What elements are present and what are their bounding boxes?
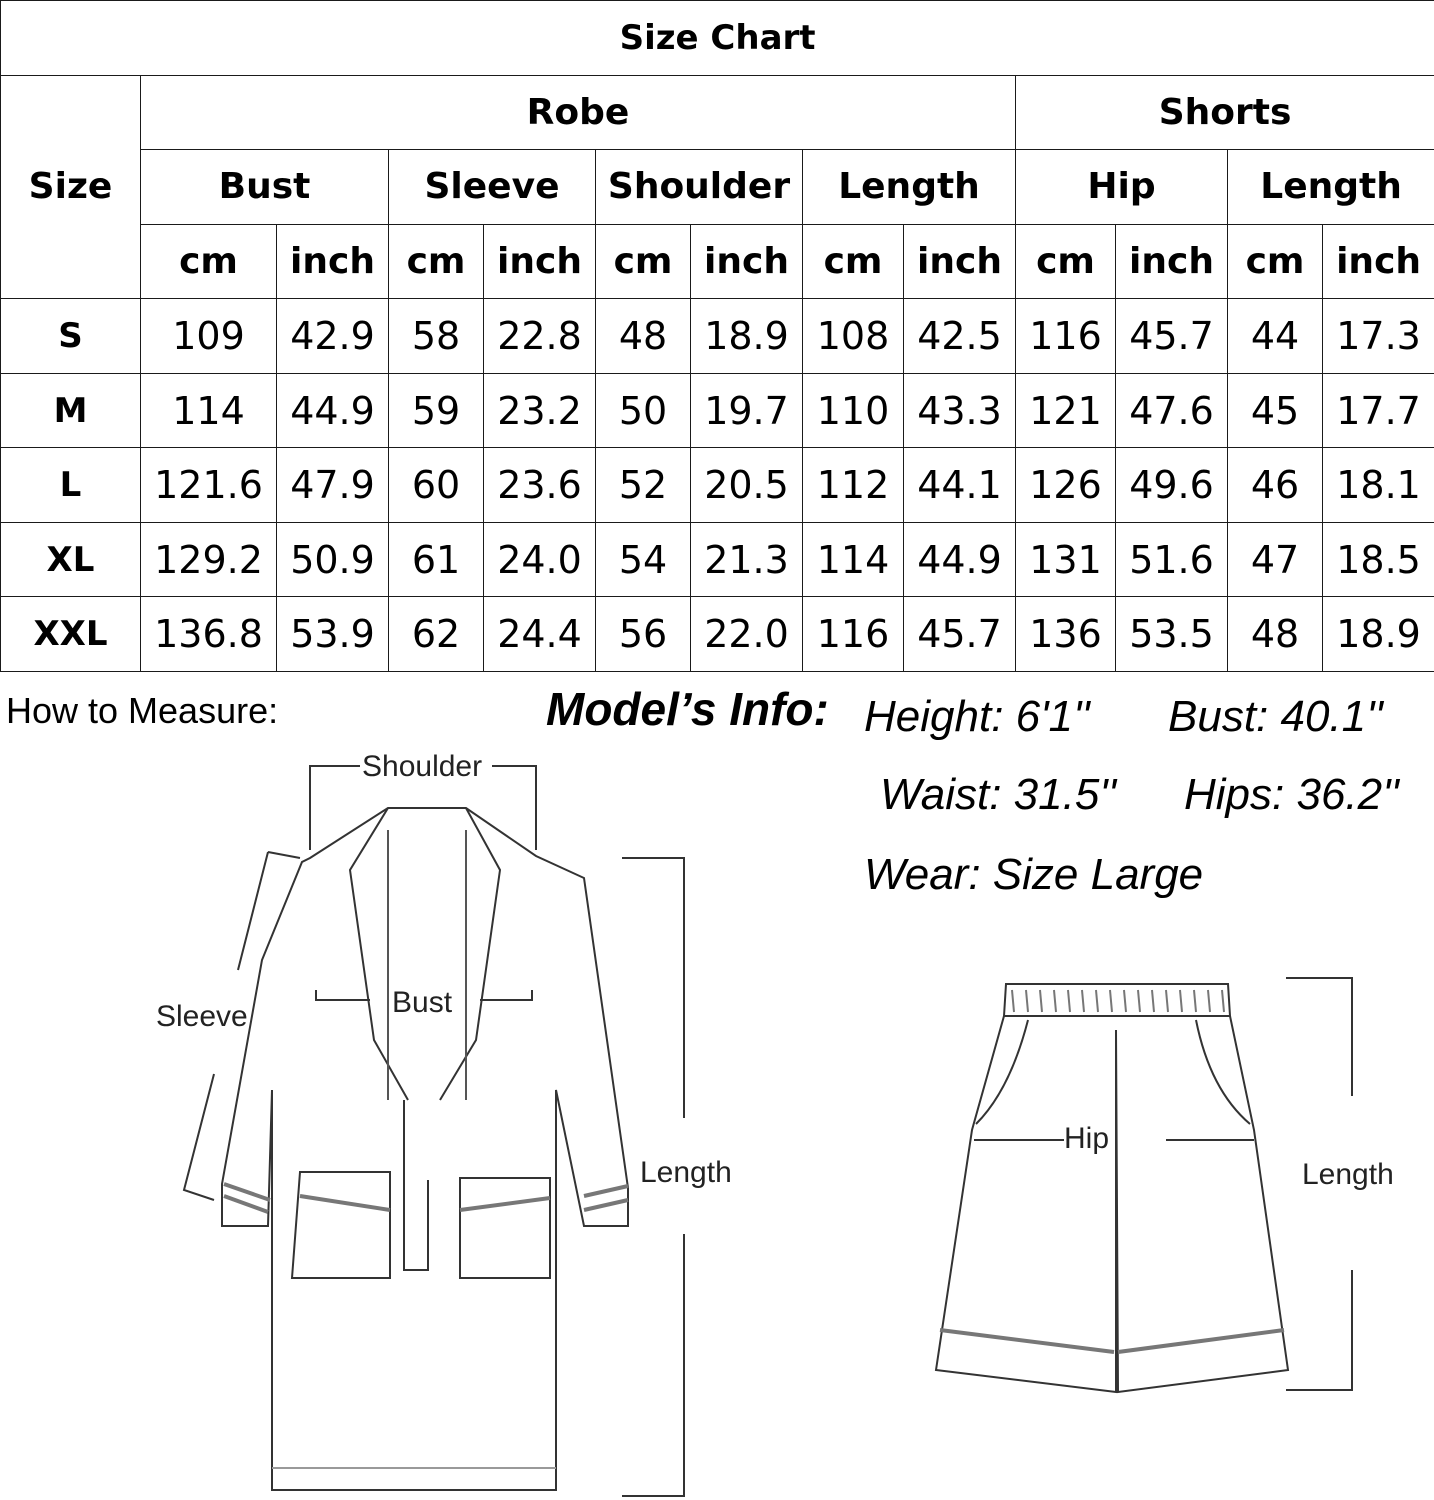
value-cell: 60 [389,448,484,523]
value-cell: 129.2 [141,522,277,597]
model-info-title: Model’s Info: [546,683,829,735]
value-cell: 61 [389,522,484,597]
value-cell: 50 [596,373,691,448]
shorts-length-header: Length [1228,150,1434,225]
value-cell: 44.1 [904,448,1016,523]
value-cell: 23.6 [484,448,596,523]
bust-label: Bust [392,986,453,1019]
value-cell: 48 [1228,597,1323,672]
value-cell: 53.5 [1116,597,1228,672]
unit-header: inch [1116,224,1228,299]
unit-header: cm [141,224,277,299]
model-height: Height: 6'1'' [864,692,1090,741]
value-cell: 62 [389,597,484,672]
size-cell: S [1,299,141,374]
value-cell: 45.7 [1116,299,1228,374]
value-cell: 42.9 [277,299,389,374]
size-cell: XL [1,522,141,597]
sleeve-header: Sleeve [389,150,596,225]
table-title: Size Chart [1,1,1434,76]
value-cell: 22.8 [484,299,596,374]
hip-header: Hip [1016,150,1228,225]
size-cell: XXL [1,597,141,672]
value-cell: 45 [1228,373,1323,448]
value-cell: 109 [141,299,277,374]
value-cell: 24.0 [484,522,596,597]
value-cell: 131 [1016,522,1116,597]
value-cell: 17.3 [1323,299,1434,374]
value-cell: 21.3 [691,522,803,597]
robe-length-label: Length [640,1156,732,1189]
unit-header: inch [691,224,803,299]
unit-header: cm [1228,224,1323,299]
unit-header: inch [484,224,596,299]
shoulder-header: Shoulder [596,150,803,225]
value-cell: 18.1 [1323,448,1434,523]
robe-header: Robe [141,75,1016,150]
value-cell: 116 [1016,299,1116,374]
model-bust: Bust: 40.1'' [1168,692,1383,741]
value-cell: 17.7 [1323,373,1434,448]
value-cell: 46 [1228,448,1323,523]
size-cell: M [1,373,141,448]
value-cell: 49.6 [1116,448,1228,523]
value-cell: 18.5 [1323,522,1434,597]
model-wear: Wear: Size Large [864,850,1204,899]
value-cell: 51.6 [1116,522,1228,597]
model-hips: Hips: 36.2'' [1184,770,1399,819]
value-cell: 45.7 [904,597,1016,672]
value-cell: 121 [1016,373,1116,448]
value-cell: 22.0 [691,597,803,672]
sleeve-label: Sleeve [156,1000,248,1033]
size-cell: L [1,448,141,523]
bust-header: Bust [141,150,389,225]
value-cell: 112 [803,448,904,523]
value-cell: 44 [1228,299,1323,374]
value-cell: 50.9 [277,522,389,597]
value-cell: 19.7 [691,373,803,448]
value-cell: 47.9 [277,448,389,523]
value-cell: 18.9 [691,299,803,374]
value-cell: 48 [596,299,691,374]
shorts-diagram [936,978,1352,1392]
value-cell: 44.9 [904,522,1016,597]
shoulder-label: Shoulder [362,750,483,783]
value-cell: 59 [389,373,484,448]
shorts-length-label: Length [1302,1158,1394,1191]
value-cell: 47.6 [1116,373,1228,448]
value-cell: 24.4 [484,597,596,672]
unit-header: inch [1323,224,1434,299]
value-cell: 121.6 [141,448,277,523]
model-waist: Waist: 31.5'' [880,770,1117,819]
value-cell: 58 [389,299,484,374]
value-cell: 44.9 [277,373,389,448]
value-cell: 43.3 [904,373,1016,448]
unit-header: cm [596,224,691,299]
unit-header: cm [803,224,904,299]
value-cell: 116 [803,597,904,672]
robe-diagram [184,766,684,1496]
value-cell: 114 [141,373,277,448]
value-cell: 114 [803,522,904,597]
value-cell: 56 [596,597,691,672]
hip-label: Hip [1064,1122,1110,1155]
how-to-measure-label: How to Measure: [6,690,279,731]
unit-header: cm [389,224,484,299]
robe-length-header: Length [803,150,1016,225]
value-cell: 52 [596,448,691,523]
value-cell: 47 [1228,522,1323,597]
value-cell: 53.9 [277,597,389,672]
value-cell: 42.5 [904,299,1016,374]
value-cell: 20.5 [691,448,803,523]
value-cell: 126 [1016,448,1116,523]
unit-header: cm [1016,224,1116,299]
size-header: Size [1,75,141,299]
value-cell: 136 [1016,597,1116,672]
value-cell: 136.8 [141,597,277,672]
value-cell: 23.2 [484,373,596,448]
unit-header: inch [904,224,1016,299]
value-cell: 18.9 [1323,597,1434,672]
value-cell: 108 [803,299,904,374]
value-cell: 110 [803,373,904,448]
shorts-header: Shorts [1016,75,1434,150]
value-cell: 54 [596,522,691,597]
unit-header: inch [277,224,389,299]
